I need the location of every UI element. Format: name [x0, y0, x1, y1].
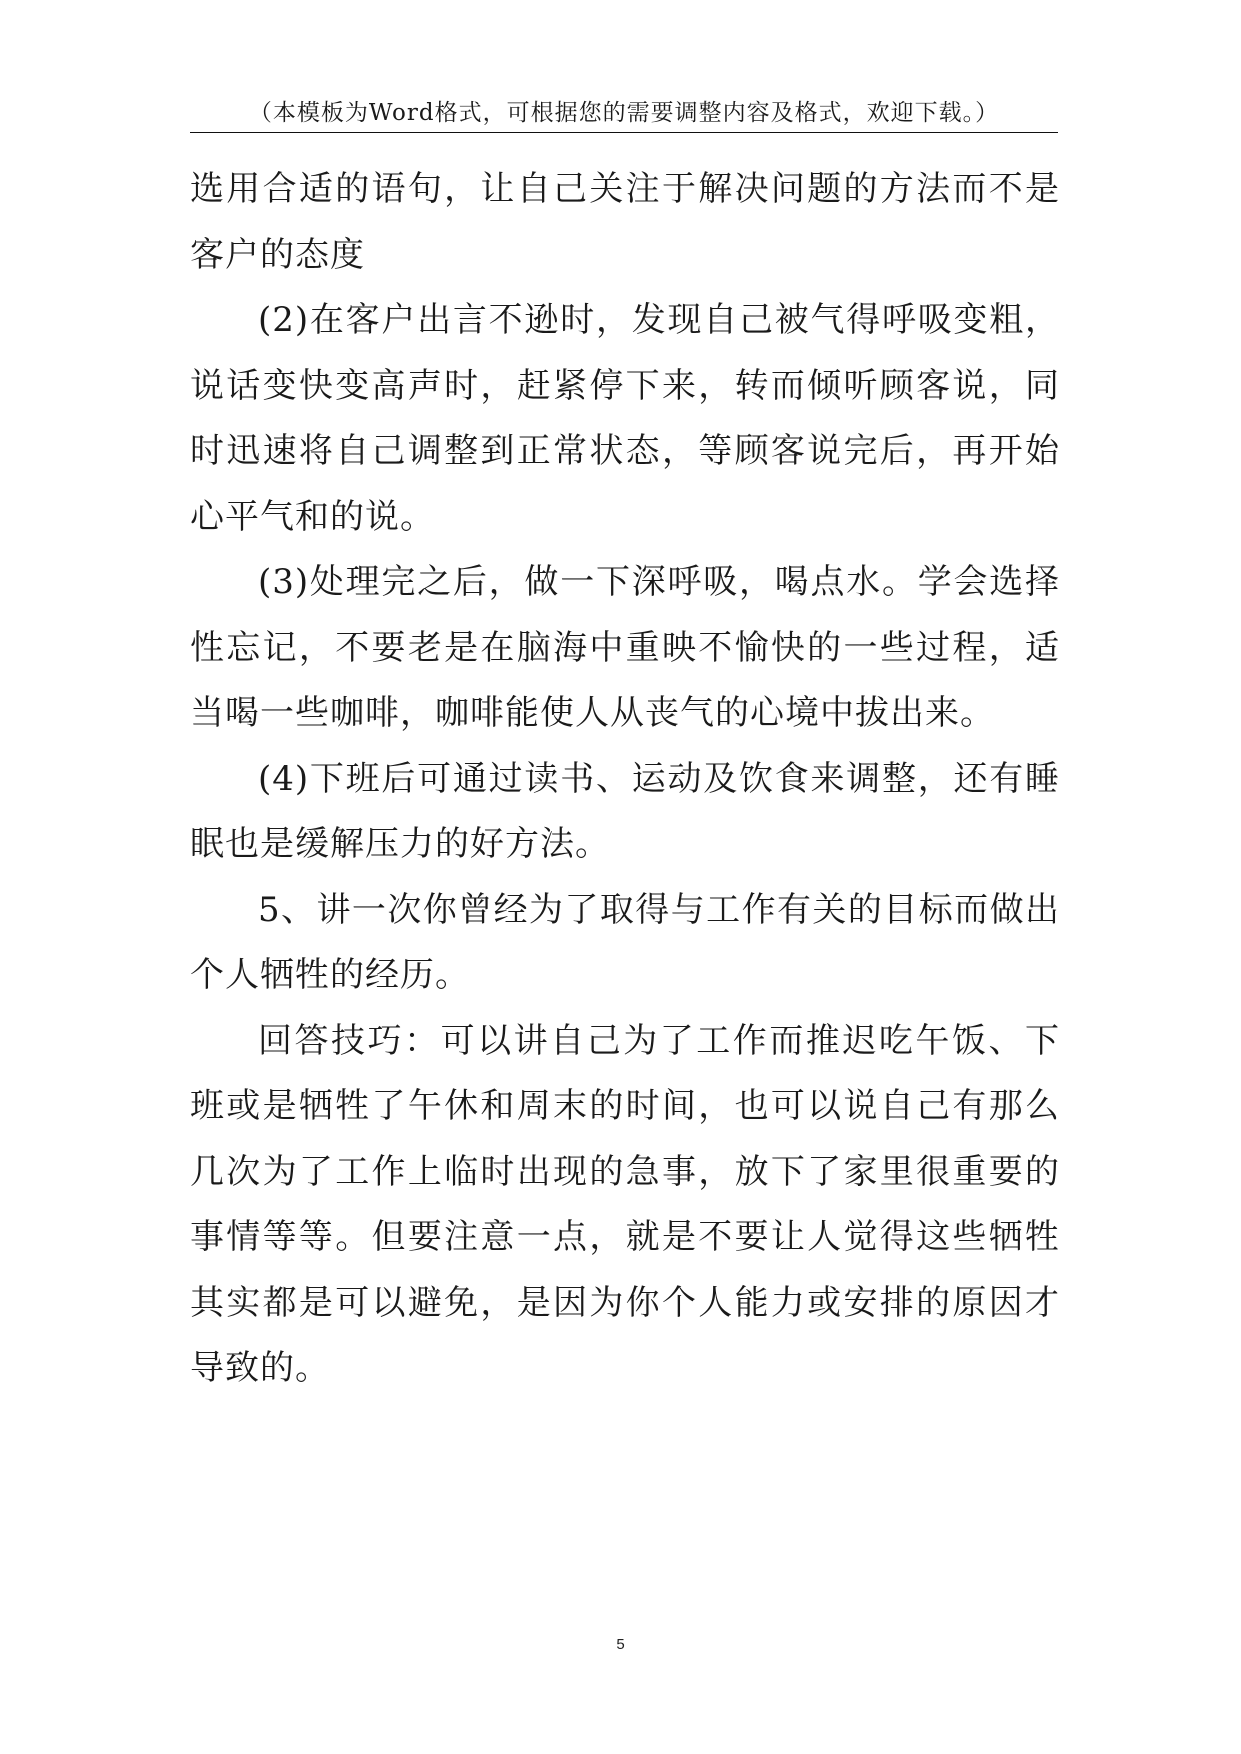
page-header: （本模板为Word格式，可根据您的需要调整内容及格式，欢迎下载。）: [248, 100, 1000, 126]
page-number: 5: [616, 1636, 625, 1653]
paragraph: (3)处理完之后，做一下深呼吸，喝点水。学会选择性忘记，不要老是在脑海中重映不愉快的一些过程，适当喝一些咖啡，咖啡能使人从丧气的心境中拔出来。: [190, 562, 1060, 733]
header-divider: [190, 132, 1058, 133]
paragraph: 选用合适的语句，让自己关注于解决问题的方法而不是客户的态度: [190, 169, 1060, 275]
paragraph: (2)在客户出言不逊时，发现自己被气得呼吸变粗，说话变快变高声时，赶紧停下来，转而倾听顾客说，同时迅速将自己调整到正常状态，等顾客说完后，再开始心平气和的说。: [190, 300, 1060, 537]
paragraph: (4)下班后可通过读书、运动及饮食来调整，还有睡眠也是缓解压力的好方法。: [190, 758, 1060, 864]
question-heading: 5、讲一次你曾经为了取得与工作有关的目标而做出个人牺牲的经历。: [190, 889, 1060, 995]
answer-tip-paragraph: 回答技巧：可以讲自己为了工作而推迟吃午饭、下班或是牺牲了午休和周末的时间，也可以说自己有那么几次为了工作上临时出现的急事，放下了家里很重要的事情等等。但要注意一点，就是不要让人觉得这些牺牲其实都是可以避免，是因为你个人能力或安排的原因才导致的。: [190, 1020, 1060, 1388]
document-body: [190, 157, 1060, 1402]
